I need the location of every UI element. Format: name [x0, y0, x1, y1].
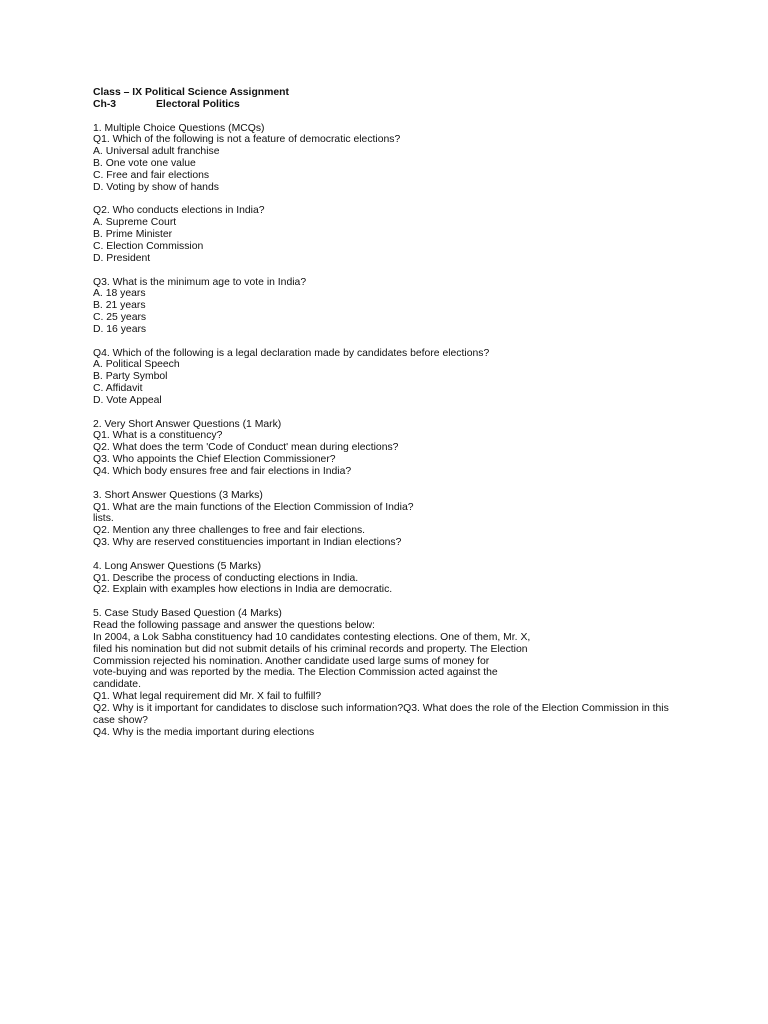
case-study-question-2-3: Q2. Why is it important for candidates to disclose such information?Q3. What does the role of the Election Commission in this case show?	[93, 702, 669, 726]
mcq-option: D. 16 years	[93, 323, 147, 335]
case-study-question-1: Q1. What legal requirement did Mr. X fail to fulfill?	[93, 691, 322, 703]
mcq-option: D. Voting by show of hands	[93, 181, 219, 193]
case-study-instruction: Read the following passage and answer the questions below:	[93, 619, 375, 631]
question-line: Q3. Why are reserved constituencies important in Indian elections?	[93, 537, 402, 549]
mcq-option: D. Vote Appeal	[93, 394, 162, 406]
question-line: Q1. What are the main functions of the Election Commission of India?	[93, 501, 414, 513]
mcq-option: C. Affidavit	[93, 383, 143, 395]
case-study-passage-line: vote-buying and was reported by the media. The Election Commission acted against the	[93, 667, 498, 679]
question-line: Q2. Mention any three challenges to free and fair elections.	[93, 525, 366, 537]
question-line: Q2. What does the term 'Code of Conduct' mean during elections?	[93, 442, 399, 454]
question-line: Q3. Who appoints the Chief Election Commissioner?	[93, 454, 336, 466]
section-heading-mcq: 1. Multiple Choice Questions (MCQs)	[93, 122, 265, 134]
mcq-question-2: Q2. Who conducts elections in India?	[93, 205, 265, 217]
section-heading-very-short: 2. Very Short Answer Questions (1 Mark)	[93, 418, 282, 430]
mcq-option: A. Political Speech	[93, 359, 180, 371]
mcq-option: A. Supreme Court	[93, 217, 177, 229]
chapter-number: Ch-3	[93, 98, 117, 110]
case-study-passage-line: In 2004, a Lok Sabha constituency had 10 candidates contesting elections. One of them, Mr. X,	[93, 631, 531, 643]
mcq-question-1: Q1. Which of the following is not a feature of democratic elections?	[93, 134, 401, 146]
question-line: Q1. What is a constituency?	[93, 430, 223, 442]
case-study-question-4: Q4. Why is the media important during elections	[93, 726, 315, 738]
mcq-option: C. Election Commission	[93, 240, 204, 252]
question-line: Q4. Which body ensures free and fair elections in India?	[93, 466, 352, 477]
mcq-option: C. Free and fair elections	[93, 169, 210, 181]
mcq-option: B. 21 years	[93, 300, 146, 312]
section-heading-long: 4. Long Answer Questions (5 Marks)	[93, 560, 262, 572]
mcq-option: A. Universal adult franchise	[93, 146, 220, 158]
question-line: Q2. Explain with examples how elections in India are democratic.	[93, 584, 393, 596]
chapter-line	[93, 99, 693, 111]
mcq-option: B. One vote one value	[93, 158, 196, 170]
mcq-option: B. Prime Minister	[93, 229, 173, 241]
mcq-option: B. Party Symbol	[93, 371, 168, 383]
document-title: Class – IX Political Science Assignment	[93, 87, 289, 98]
section-heading-case-study: 5. Case Study Based Question (4 Marks)	[93, 608, 282, 620]
section-heading-short: 3. Short Answer Questions (3 Marks)	[93, 489, 263, 501]
mcq-question-4: Q4. Which of the following is a legal declaration made by candidates before elections?	[93, 347, 490, 359]
question-line: Q1. Describe the process of conducting elections in India.	[93, 572, 359, 584]
chapter-title: Electoral Politics	[156, 98, 240, 110]
question-line: lists.	[93, 513, 114, 525]
mcq-option: A. 18 years	[93, 288, 146, 300]
mcq-option: C. 25 years	[93, 312, 147, 324]
case-study-passage-line: candidate.	[93, 679, 141, 691]
case-study-passage-line: filed his nomination but did not submit details of his criminal records and property. The Election	[93, 643, 528, 655]
case-study-passage-line: Commission rejected his nomination. Another candidate used large sums of money for	[93, 655, 490, 667]
assignment-document	[93, 87, 693, 738]
mcq-option: D. President	[93, 252, 151, 264]
mcq-question-3: Q3. What is the minimum age to vote in India?	[93, 276, 307, 288]
